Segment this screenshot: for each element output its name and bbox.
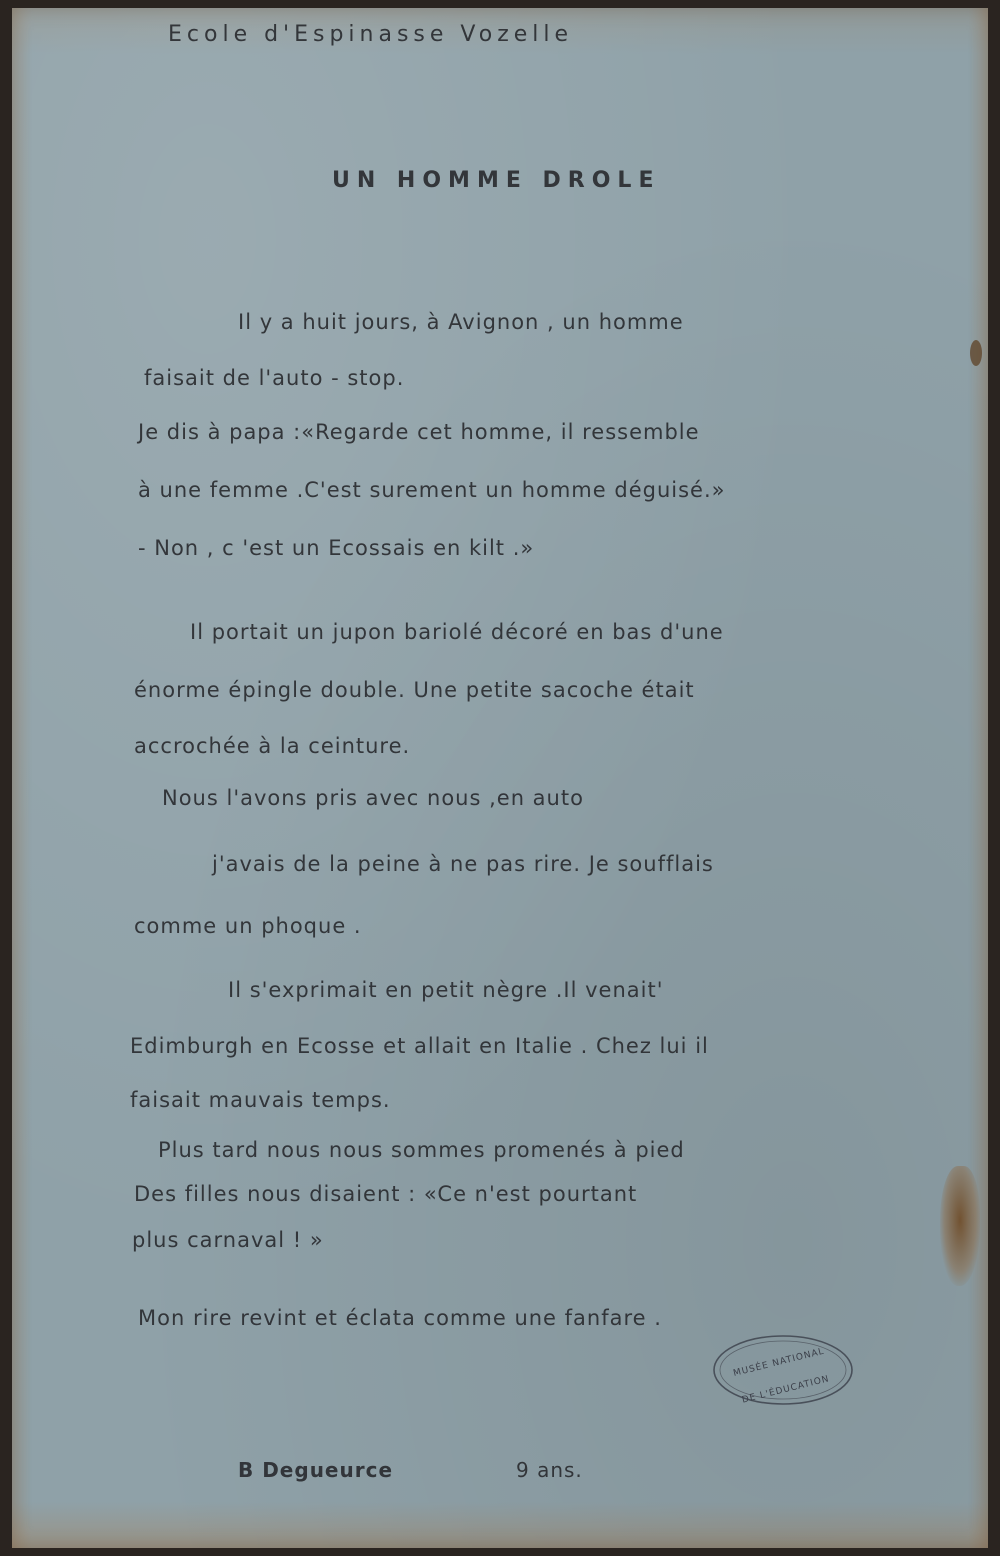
body-line: comme un phoque .	[134, 914, 362, 938]
body-line: Il y a huit jours, à Avignon , un homme	[238, 310, 684, 334]
stamp-line-1: MUSÉE NATIONAL	[732, 1346, 826, 1379]
body-line: faisait mauvais temps.	[130, 1088, 391, 1112]
body-line: j'avais de la peine à ne pas rire. Je soufflais	[212, 852, 714, 876]
body-line: Des filles nous disaient : «Ce n'est pourtant	[134, 1182, 638, 1206]
body-line: énorme épingle double. Une petite sacoche était	[134, 678, 695, 702]
body-line: Plus tard nous nous sommes promenés à pied	[158, 1138, 685, 1162]
body-line: plus carnaval ! »	[132, 1228, 324, 1252]
body-line: accrochée à la ceinture.	[134, 734, 411, 758]
body-line: Je dis à papa :«Regarde cet homme, il ressemble	[138, 420, 700, 444]
body-line: faisait de l'auto - stop.	[144, 366, 405, 390]
author-name: B Degueurce	[238, 1458, 394, 1482]
author-age: 9 ans.	[516, 1458, 583, 1482]
body-line: Il s'exprimait en petit nègre .Il venait'	[228, 978, 664, 1002]
body-line: Il portait un jupon bariolé décoré en bas d'une	[190, 620, 724, 644]
body-line: Mon rire revint et éclata comme une fanfare .	[138, 1306, 662, 1330]
school-header: Ecole d'Espinasse Vozelle	[168, 22, 574, 47]
body-line: à une femme .C'est surement un homme déguisé.»	[138, 478, 726, 502]
body-line: - Non , c 'est un Ecossais en kilt .»	[138, 536, 535, 560]
paper-stain	[940, 1166, 980, 1286]
stamp-line-2: DE L'ÉDUCATION	[741, 1374, 831, 1406]
body-line: Nous l'avons pris avec nous ,en auto	[162, 786, 584, 810]
page-title: UN HOMME DROLE	[332, 168, 661, 193]
paper-stain-small	[970, 340, 982, 366]
body-line: Edimburgh en Ecosse et allait en Italie . Chez lui il	[130, 1034, 709, 1058]
museum-stamp	[712, 1334, 854, 1406]
document-page	[12, 8, 988, 1548]
